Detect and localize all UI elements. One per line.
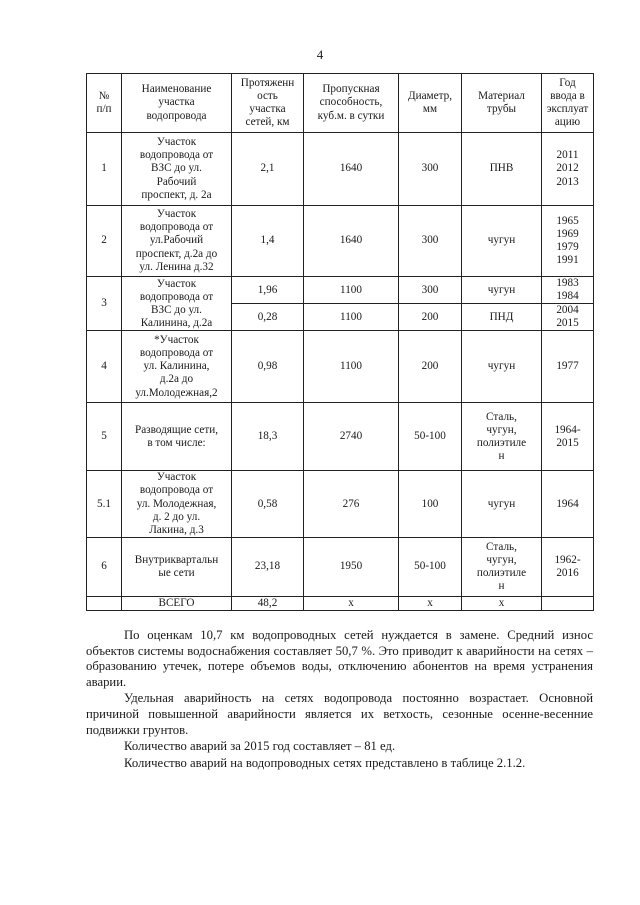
paragraph-table-reference: Количество аварий на водопроводных сетях представлено в таблице 2.1.2. [124,755,526,770]
cell-capacity: 1100 [304,304,399,331]
body-text [86,628,593,771]
cell-length: 0,98 [232,331,304,403]
header-num: № п/п [87,74,122,133]
table-header-row [87,74,594,133]
cell-material: чугун [462,331,542,403]
paragraph-worn-networks: По оценкам 10,7 км водопроводных сетей нуждается в замене. Средний износ объектов системы водоснабжения составляет 50,7 %. Это приводит к аварийности на сетях – образованию утечек, потере объемов воды, отключению абонентов на время устранения аварии. [86,628,593,689]
cell-material: Сталь, чугун, полиэтиле н [462,537,542,596]
total-label: ВСЕГО [122,596,232,610]
cell-diameter: 50-100 [399,537,462,596]
cell-year: 1977 [542,331,594,403]
cell-num: 3 [87,277,122,331]
cell-length: 1,96 [232,277,304,304]
cell-year: 1965 1969 1979 1991 [542,206,594,277]
header-name: Наименование участка водопровода [122,74,232,133]
cell-name: Участок водопровода от ВЗС до ул. Калинина, д.2а [122,277,232,331]
total-material: х [462,596,542,610]
cell-name: Участок водопровода от ул.Рабочий проспект, д.2а до ул. Ленина д.32 [122,206,232,277]
cell-material: чугун [462,471,542,537]
cell-num: 1 [87,133,122,206]
cell-capacity: 1100 [304,331,399,403]
page-number: 4 [316,47,324,62]
cell-capacity: 276 [304,471,399,537]
cell-num: 5 [87,403,122,471]
cell-material: чугун [462,277,542,304]
header-length: Протяженн ость участка сетей, км [232,74,304,133]
paragraph-accidents-2015: Количество аварий за 2015 год составляет – 81 ед. [124,739,396,754]
cell-material: чугун [462,206,542,277]
cell-diameter: 300 [399,133,462,206]
cell-year: 1962- 2016 [542,537,594,596]
cell-name: *Участок водопровода от ул. Калинина, д.2а до ул.Молодежная,2 [122,331,232,403]
table-row [87,403,594,471]
total-year [542,596,594,610]
cell-diameter: 300 [399,277,462,304]
header-year: Год ввода в эксплуат ацию [542,74,594,133]
table-row [87,133,594,206]
paragraph-accident-rate: Удельная аварийность на сетях водопровода постоянно возрастает. Основной причиной повышенной аварийности является их ветхость, сезонные осенне-весенние подвижки грунтов. [86,691,593,737]
cell-material: ПНД [462,304,542,331]
cell-capacity: 1640 [304,133,399,206]
cell-num: 2 [87,206,122,277]
cell-material: Сталь, чугун, полиэтиле н [462,403,542,471]
cell-capacity: 1100 [304,277,399,304]
total-row [87,596,594,610]
water-pipeline-table [86,73,594,611]
cell-year: 1964 [542,471,594,537]
header-diameter: Диаметр, мм [399,74,462,133]
table-row [87,471,594,537]
cell-num: 5.1 [87,471,122,537]
cell-length: 2,1 [232,133,304,206]
cell-length: 0,58 [232,471,304,537]
table-row [87,331,594,403]
cell-name: Разводящие сети, в том числе: [122,403,232,471]
total-capacity: х [304,596,399,610]
total-length: 48,2 [232,596,304,610]
cell-year: 2011 2012 2013 [542,133,594,206]
table-row [87,206,594,277]
table-body [87,133,594,597]
cell-num: 4 [87,331,122,403]
cell-diameter: 50-100 [399,403,462,471]
cell-length: 0,28 [232,304,304,331]
cell-name: Участок водопровода от ул. Молодежная, д. 2 до ул. Лакина, д.3 [122,471,232,537]
cell-diameter: 200 [399,331,462,403]
cell-year: 1964- 2015 [542,403,594,471]
cell-capacity: 1640 [304,206,399,277]
cell-length: 1,4 [232,206,304,277]
cell-num: 6 [87,537,122,596]
cell-name: Внутриквартальн ые сети [122,537,232,596]
total-diameter: х [399,596,462,610]
header-capacity: Пропускная способность, куб.м. в сутки [304,74,399,133]
table-row [87,277,594,304]
cell-year: 2004 2015 [542,304,594,331]
cell-diameter: 300 [399,206,462,277]
cell-diameter: 100 [399,471,462,537]
total-num [87,596,122,610]
cell-length: 23,18 [232,537,304,596]
header-material: Материал трубы [462,74,542,133]
cell-length: 18,3 [232,403,304,471]
cell-material: ПНВ [462,133,542,206]
cell-capacity: 2740 [304,403,399,471]
cell-name: Участок водопровода от ВЗС до ул. Рабочий проспект, д. 2а [122,133,232,206]
cell-diameter: 200 [399,304,462,331]
table-row [87,537,594,596]
cell-year: 1983 1984 [542,277,594,304]
cell-capacity: 1950 [304,537,399,596]
